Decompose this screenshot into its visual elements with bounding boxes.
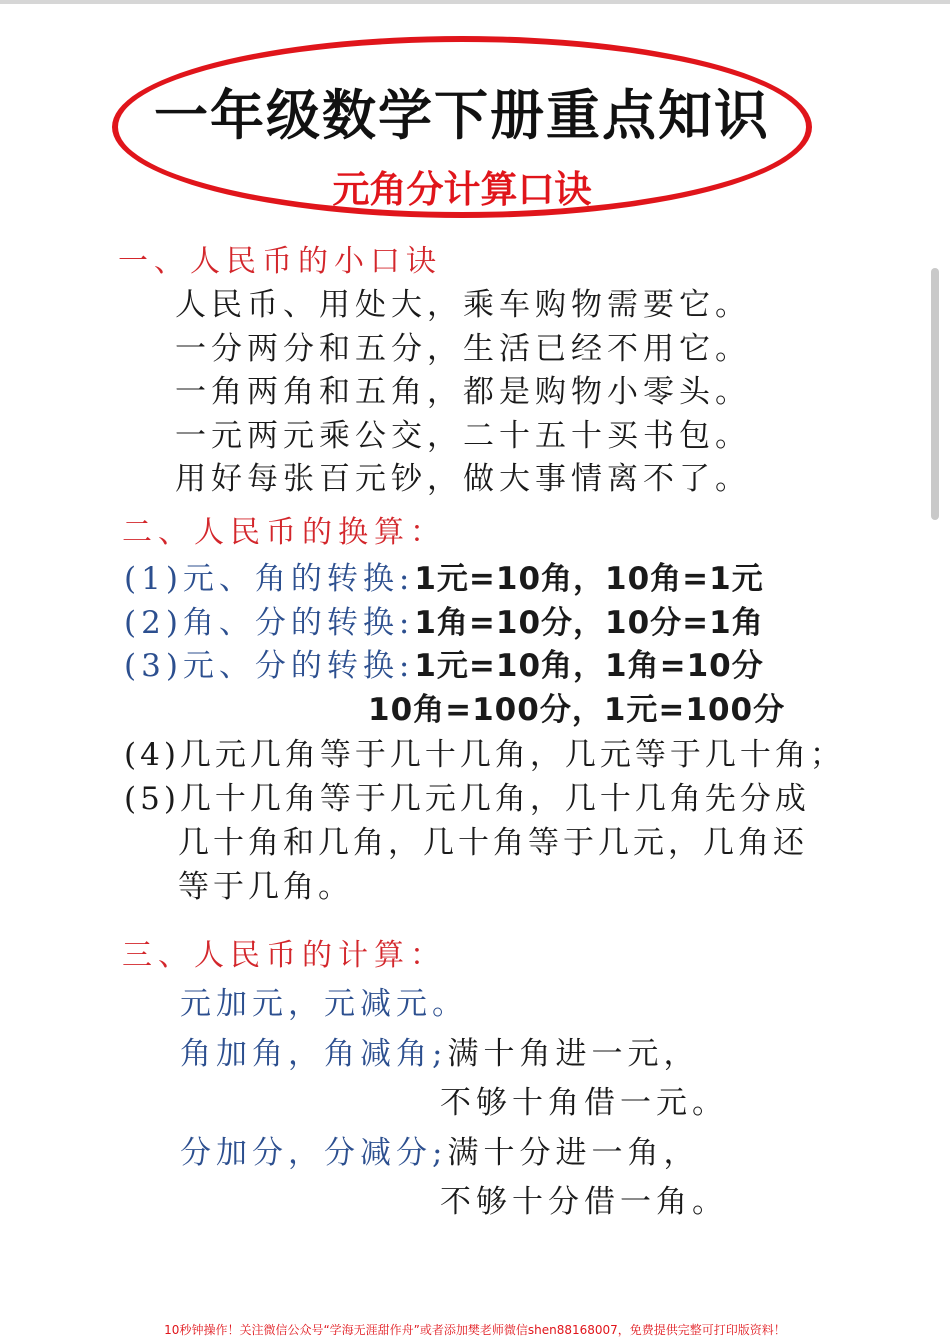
- calc-rule-fen-line-1: 满十分进一角，: [447, 1135, 700, 1171]
- calc-rule-jiao-label: 角加角，角减角;: [180, 1036, 448, 1072]
- conversion-value-3: 1元=10角，1角=10分: [414, 648, 764, 684]
- conversion-label-2: (2)角、分的转换:: [124, 605, 415, 641]
- rhyme-line-3: 一角两角和五角，都是购物小零头。: [175, 374, 751, 410]
- section1-heading: 一、人民币的小口诀: [118, 244, 442, 279]
- top-border: [0, 0, 950, 4]
- section2-heading: 二、人民币的换算：: [122, 515, 446, 550]
- conversion-item-1: [124, 559, 764, 599]
- calc-rule-fen: [180, 1133, 699, 1173]
- calc-rule-jiao-line-1: 满十角进一元，: [447, 1036, 700, 1072]
- rhyme-line-1: 人民币、用处大，乘车购物需要它。: [175, 287, 751, 323]
- calc-rule-fen-label: 分加分，分减分;: [180, 1135, 448, 1171]
- page-subtitle: 元角分计算口诀: [332, 168, 592, 211]
- conversion-item-5-line-2: 几十角和几角，几十角等于几元，几角还: [178, 825, 808, 861]
- conversion-value-1: 1元=10角，10角=1元: [414, 561, 764, 597]
- conversion-item-4: (4)几元几角等于几十几角，几元等于几十角；: [124, 737, 845, 773]
- rhyme-line-4: 一元两元乘公交，二十五十买书包。: [175, 418, 751, 454]
- scrollbar-thumb[interactable]: [931, 268, 939, 520]
- section3-heading: 三、人民币的计算：: [122, 938, 446, 973]
- conversion-value-2: 1角=10分，10分=1角: [414, 605, 764, 641]
- conversion-item-5-line-1: (5)几十几角等于几元几角，几十几角先分成: [124, 781, 810, 817]
- conversion-item-3: [124, 646, 764, 686]
- rhyme-line-5: 用好每张百元钞，做大事情离不了。: [175, 461, 751, 497]
- calc-rule-fen-line-2: 不够十分借一角。: [440, 1184, 728, 1220]
- page-title: 一年级数学下册重点知识: [154, 84, 770, 147]
- conversion-item-3-continued: 10角=100分，1元=100分: [368, 692, 786, 728]
- conversion-item-5-line-3: 等于几角。: [178, 869, 353, 905]
- calc-rule-yuan: 元加元，元减元。: [180, 986, 468, 1022]
- conversion-label-3: (3)元、分的转换:: [124, 648, 415, 684]
- footer-notice: 10秒钟操作！关注微信公众号“学海无涯甜作舟”或者添加樊老师微信shen88168007，免费提供完整可打印版资料！: [164, 1323, 786, 1337]
- conversion-label-1: (1)元、角的转换:: [124, 561, 415, 597]
- calc-rule-jiao: [180, 1034, 699, 1074]
- rhyme-line-2: 一分两分和五分，生活已经不用它。: [175, 331, 751, 367]
- calc-rule-jiao-line-2: 不够十角借一元。: [440, 1085, 728, 1121]
- conversion-item-2: [124, 603, 764, 643]
